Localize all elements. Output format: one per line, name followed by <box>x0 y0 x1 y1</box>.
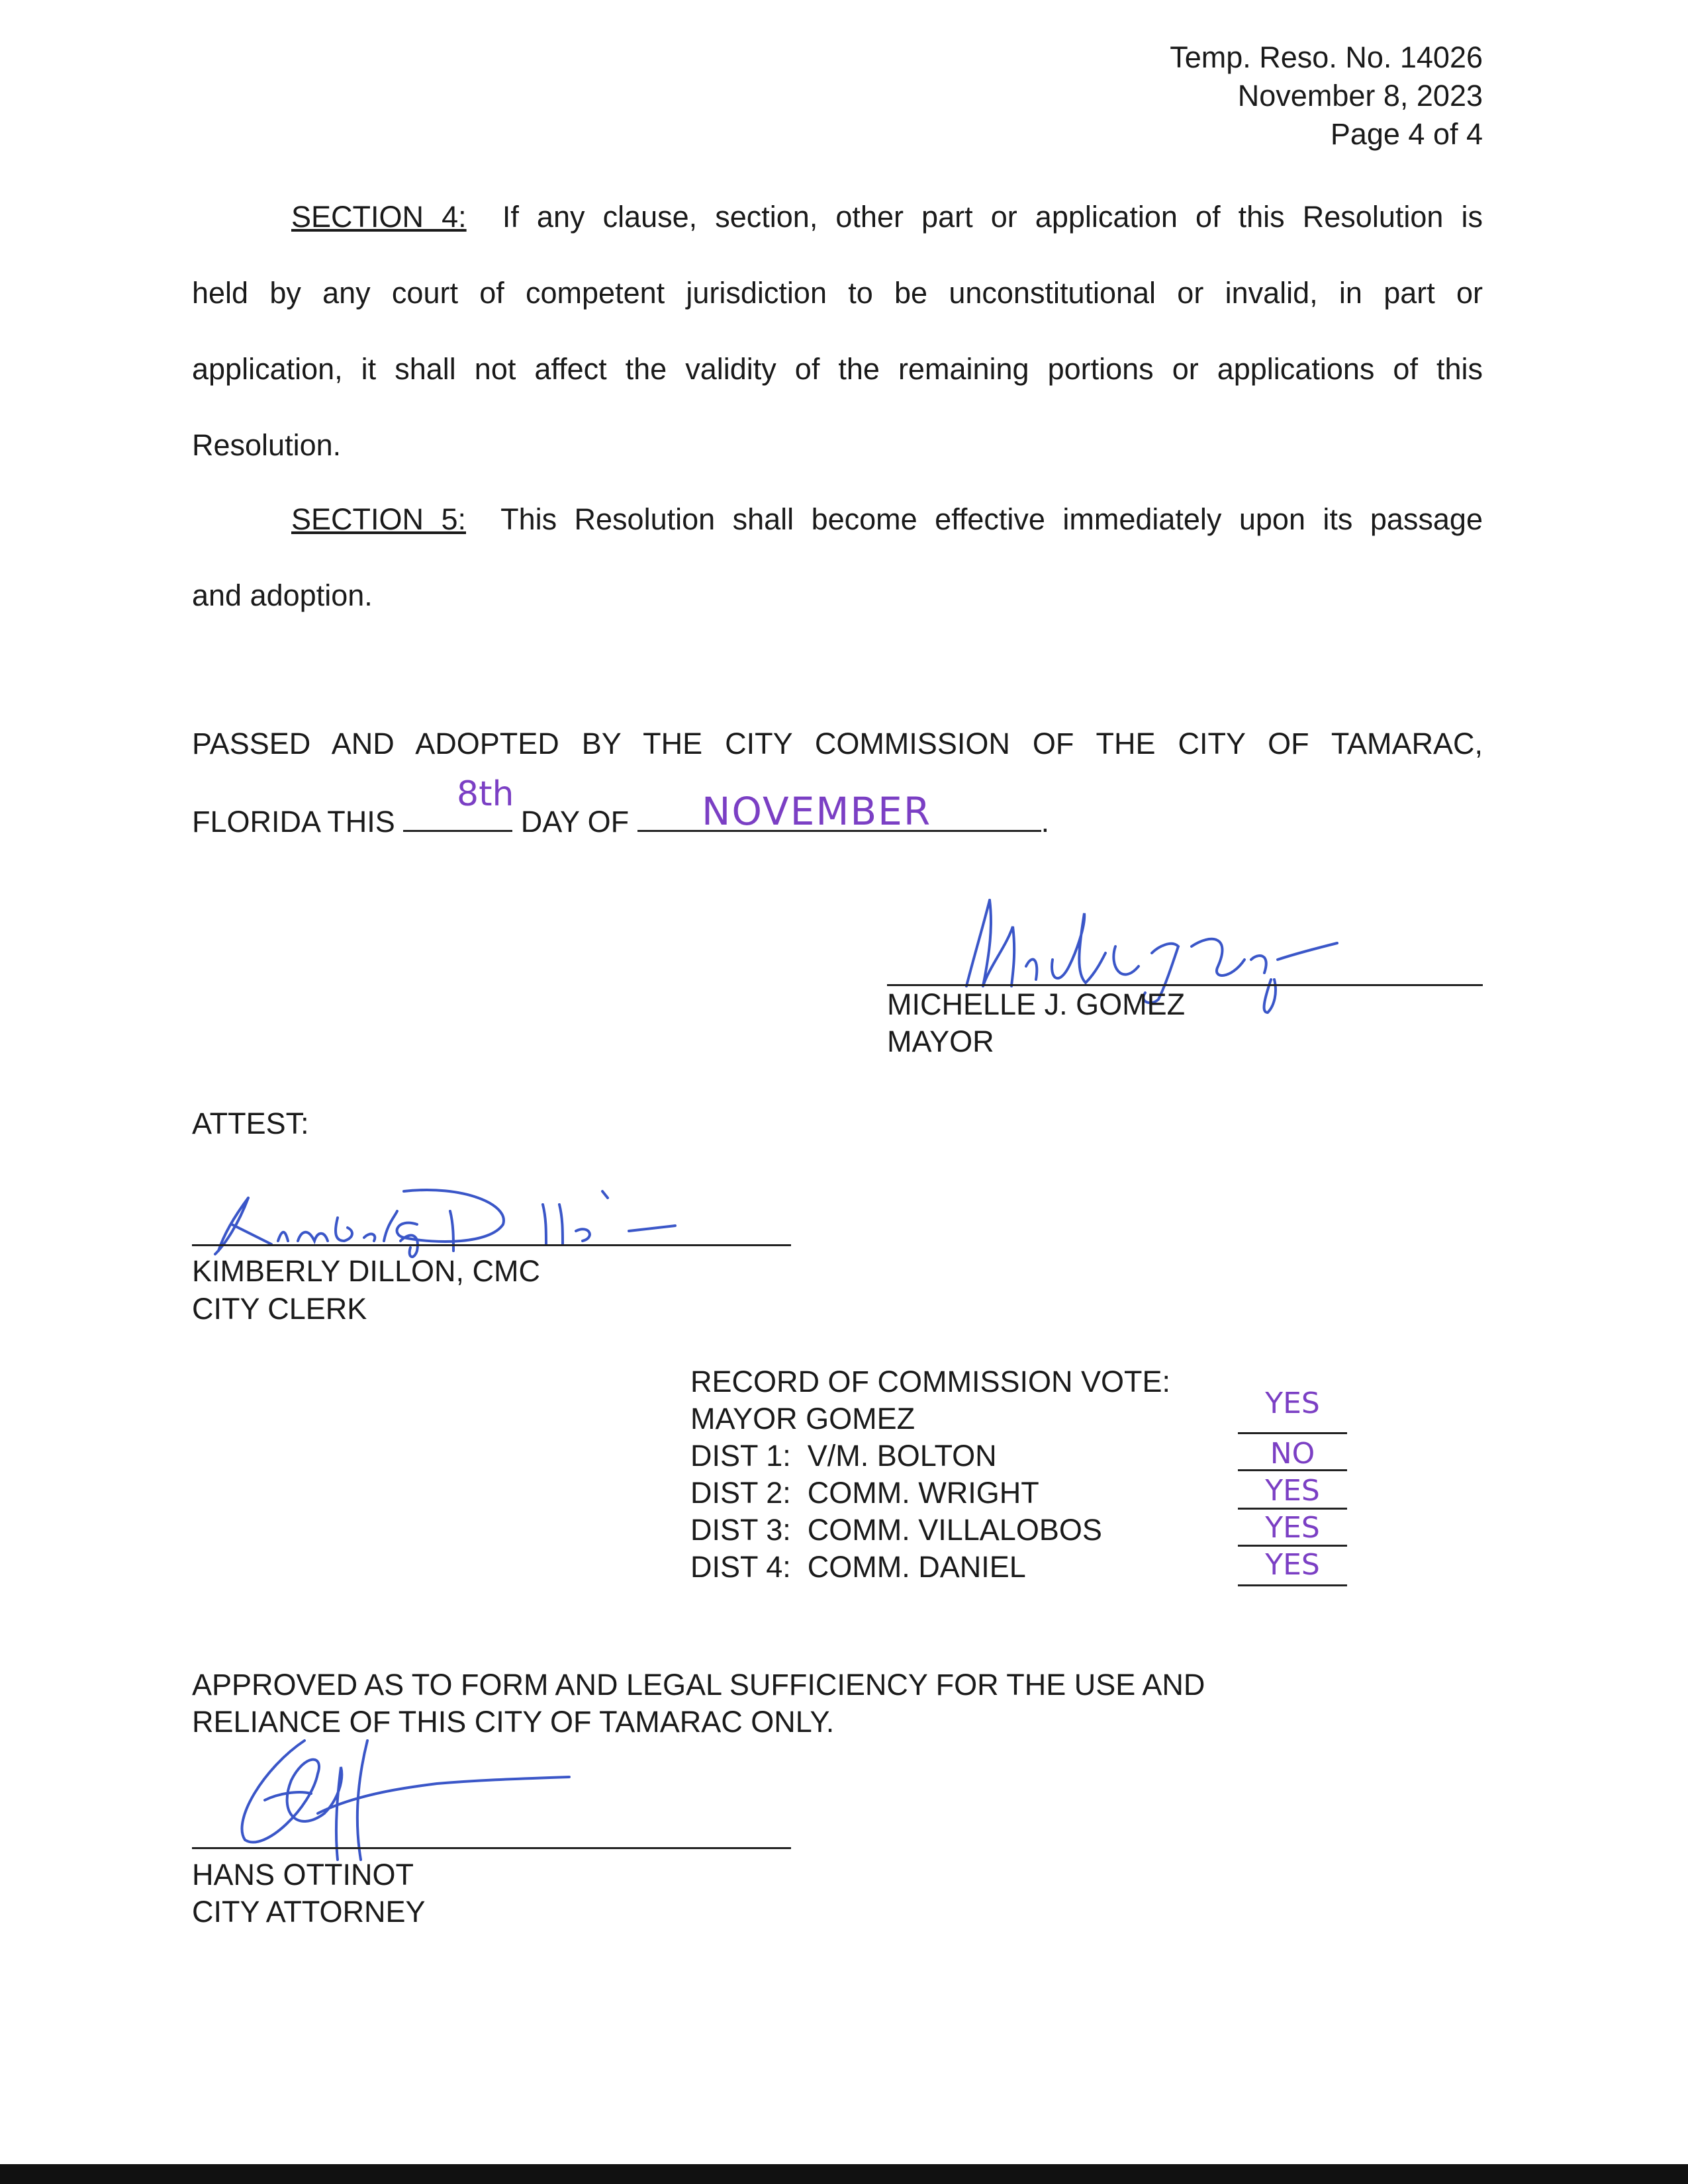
vote-line-dist2 <box>1238 1508 1347 1510</box>
section-4-label: SECTION 4: <box>291 200 467 234</box>
vote-mark-dist1: NO <box>1270 1437 1315 1471</box>
vote-row-mayor <box>690 1400 915 1437</box>
attest-label: ATTEST: <box>192 1107 309 1140</box>
approved-line2: RELIANCE OF THIS CITY OF TAMARAC ONLY. <box>192 1705 835 1739</box>
mayor-title: MAYOR <box>887 1024 994 1058</box>
section-4-line2: held by any court of competent jurisdiction to be unconstitutional or invalid, in part or <box>192 276 1483 310</box>
section-4-line4: Resolution. <box>192 428 342 462</box>
vote-mark-dist3: YES <box>1265 1511 1320 1545</box>
section-5-line2: and adoption. <box>192 578 373 612</box>
vote-line-dist4 <box>1238 1584 1347 1586</box>
vote-mark-dist2: YES <box>1265 1474 1320 1508</box>
vote-row-dist2 <box>690 1475 1039 1512</box>
scan-bottom-edge <box>0 2164 1688 2184</box>
vote-member: V/M. BOLTON <box>807 1439 997 1473</box>
vote-dist: DIST 1: <box>690 1439 791 1473</box>
vote-member: MAYOR GOMEZ <box>690 1402 915 1435</box>
attorney-name: HANS OTTINOT <box>192 1858 414 1891</box>
end-period: . <box>1041 805 1050 839</box>
passed-line1: PASSED AND ADOPTED BY THE CITY COMMISSION OF THE CITY OF TAMARAC, <box>192 727 1483 760</box>
vote-member: COMM. VILLALOBOS <box>807 1513 1102 1547</box>
vote-row-dist3 <box>690 1512 1102 1549</box>
clerk-signature-line <box>192 1244 791 1246</box>
vote-line-dist3 <box>1238 1545 1347 1547</box>
header-date: November 8, 2023 <box>1237 79 1483 113</box>
vote-row-dist1 <box>690 1437 997 1475</box>
month-handwritten: NOVEMBER <box>702 789 932 834</box>
day-of-label: DAY OF <box>520 805 630 839</box>
florida-this-label: FLORIDA THIS <box>192 805 395 839</box>
approved-line1: APPROVED AS TO FORM AND LEGAL SUFFICIENCY FOR THE USE AND <box>192 1668 1205 1702</box>
attorney-signature <box>225 1727 583 1866</box>
attorney-title: CITY ATTORNEY <box>192 1895 426 1929</box>
vote-dist: DIST 3: <box>690 1513 791 1547</box>
vote-dist: DIST 2: <box>690 1476 791 1510</box>
page-number: Page 4 of 4 <box>1330 117 1483 151</box>
day-handwritten: 8th <box>457 774 514 814</box>
attorney-signature-line <box>192 1847 791 1849</box>
vote-mark-mayor: YES <box>1265 1387 1320 1420</box>
vote-row-dist4 <box>690 1549 1026 1586</box>
vote-line-mayor <box>1238 1432 1347 1434</box>
vote-dist: DIST 4: <box>690 1550 791 1584</box>
section-4 <box>192 179 1483 483</box>
vote-mark-dist4: YES <box>1265 1548 1320 1582</box>
section-4-line1: If any clause, section, other part or application of this Resolution is <box>502 200 1483 234</box>
section-5-line1: This Resolution shall become effective immediately upon its passage <box>500 502 1483 536</box>
vote-line-dist1 <box>1238 1469 1347 1471</box>
vote-member: COMM. WRIGHT <box>807 1476 1039 1510</box>
clerk-title: CITY CLERK <box>192 1292 367 1326</box>
mayor-name: MICHELLE J. GOMEZ <box>887 987 1186 1021</box>
clerk-name: KIMBERLY DILLON, CMC <box>192 1254 540 1288</box>
clerk-signature <box>199 1178 695 1264</box>
section-5 <box>192 481 1483 633</box>
reso-number: Temp. Reso. No. 14026 <box>1170 40 1483 74</box>
section-5-label: SECTION 5: <box>291 502 466 536</box>
header-block <box>1170 38 1483 154</box>
section-4-line3: application, it shall not affect the validity of the remaining portions or applications of this <box>192 352 1483 386</box>
vote-member: COMM. DANIEL <box>807 1550 1026 1584</box>
vote-heading: RECORD OF COMMISSION VOTE: <box>690 1365 1171 1398</box>
